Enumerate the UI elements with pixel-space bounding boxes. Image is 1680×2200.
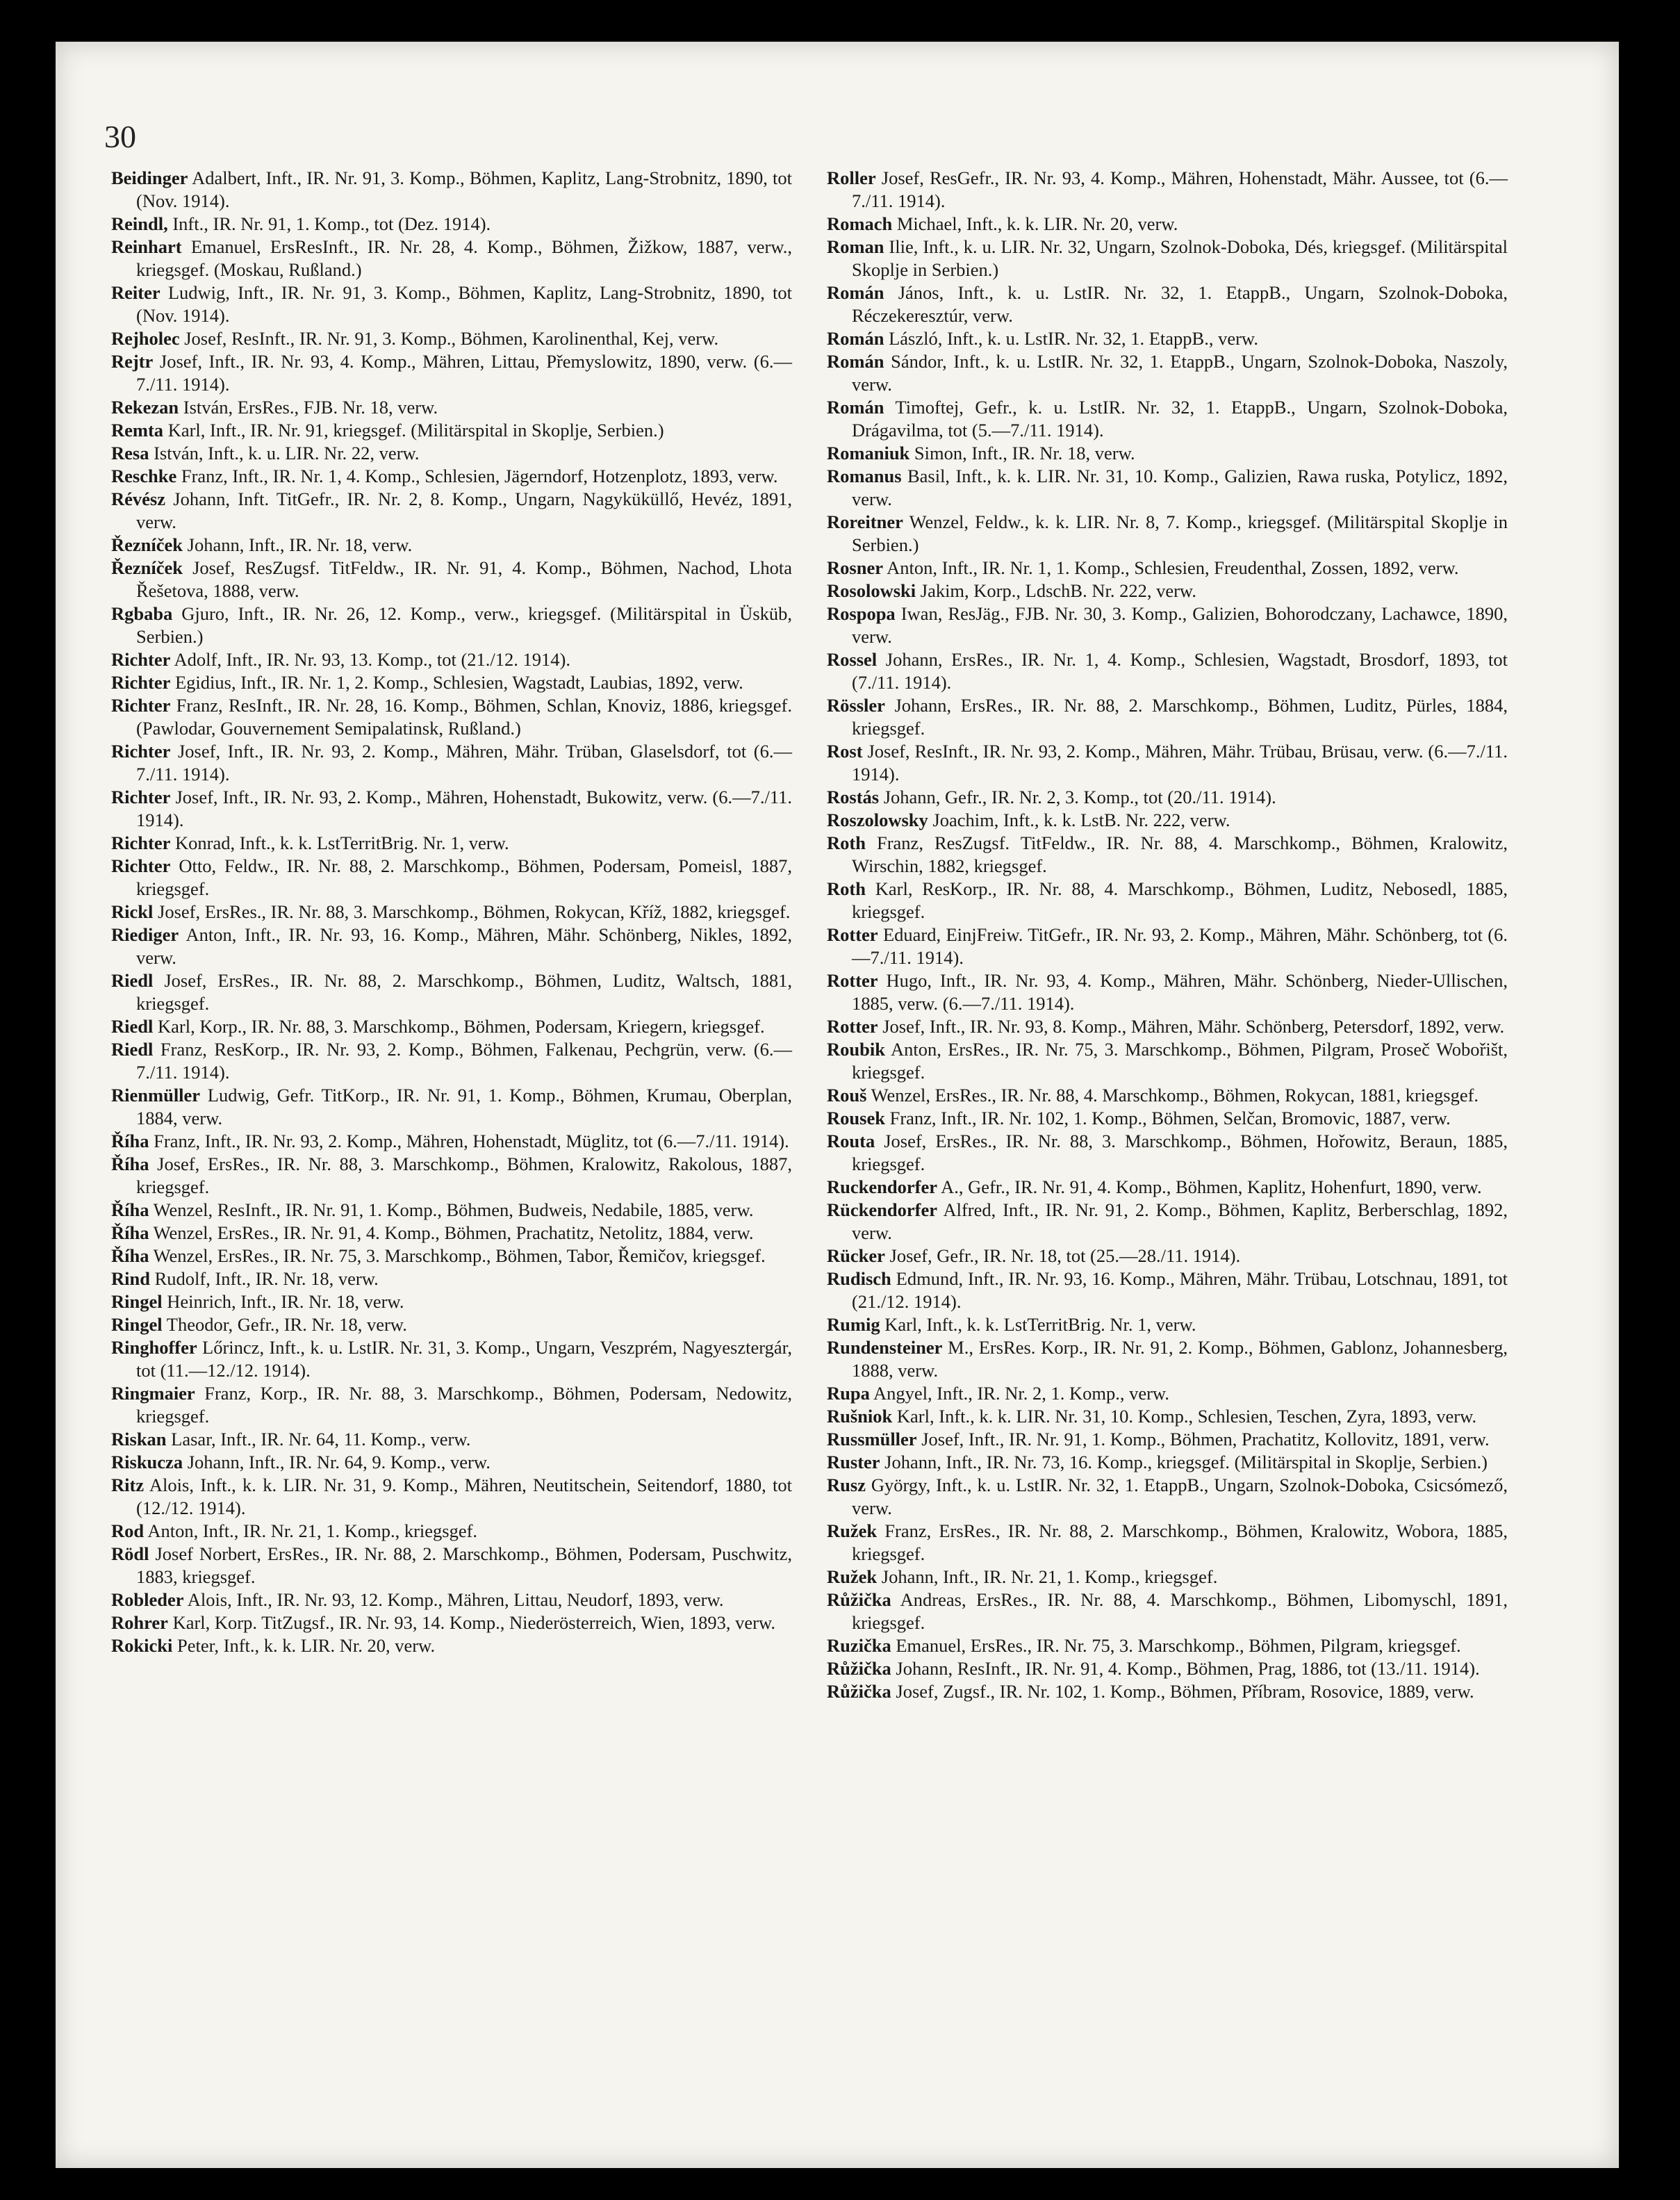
entry-details: Lőrincz, Inft., k. u. LstIR. Nr. 31, 3. Komp., Ungarn, Veszprém, Nagyesztergár, tot (11.—12./12. 1914). — [136, 1337, 792, 1381]
entry-surname: Rudisch — [827, 1268, 891, 1289]
entry-details: Peter, Inft., k. k. LIR. Nr. 20, verw. — [176, 1635, 436, 1656]
roster-entry — [827, 1107, 1508, 1130]
roster-entry — [827, 1245, 1508, 1267]
roster-entry — [827, 1589, 1508, 1634]
entry-surname: Rohrer — [111, 1612, 168, 1633]
entry-details: Karl, Inft., k. k. LstTerritBrig. Nr. 1, verw. — [884, 1314, 1196, 1335]
entry-surname: Rotter — [827, 924, 878, 945]
entry-surname: Richter — [111, 787, 171, 807]
roster-entry — [827, 236, 1508, 281]
entry-details: Inft., IR. Nr. 91, 1. Komp., tot (Dez. 1914). — [172, 213, 491, 234]
entry-surname: Rejholec — [111, 328, 180, 349]
entry-surname: Ringhoffer — [111, 1337, 197, 1358]
entry-surname: Říha — [111, 1131, 149, 1151]
roster-entry — [827, 923, 1508, 969]
entry-surname: Romanus — [827, 466, 902, 486]
roster-entry — [111, 1245, 792, 1267]
entry-details: Franz, ResKorp., IR. Nr. 93, 2. Komp., Böhmen, Falkenau, Pechgrün, verw. (6.—7./11. 1914). — [136, 1039, 793, 1083]
roster-entry — [827, 167, 1508, 213]
roster-entry — [111, 1199, 792, 1222]
entry-details: Karl, Inft., k. k. LIR. Nr. 31, 10. Komp., Schlesien, Teschen, Zyra, 1893, verw. — [896, 1406, 1477, 1427]
entry-details: Johann, Inft., IR. Nr. 73, 16. Komp., kriegsgef. (Militärspital in Skoplje, Serbien.) — [884, 1452, 1488, 1472]
roster-entry — [827, 511, 1508, 557]
entry-surname: Řezníček — [111, 557, 183, 578]
entry-surname: Rosner — [827, 557, 883, 578]
entry-surname: Rod — [111, 1520, 145, 1541]
roster-entry — [827, 1130, 1508, 1176]
entry-details: Franz, Inft., IR. Nr. 102, 1. Komp., Böhmen, Selčan, Bromovic, 1887, verw. — [889, 1108, 1451, 1128]
roster-entry — [111, 327, 792, 350]
roster-entry — [111, 1130, 792, 1153]
entry-surname: Reiter — [111, 282, 160, 303]
entry-surname: Roreitner — [827, 511, 903, 532]
entry-surname: Russmüller — [827, 1429, 917, 1450]
entry-details: Josef, Inft., IR. Nr. 93, 2. Komp., Mähren, Mähr. Trüban, Glaselsdorf, tot (6.—7./11. 1914). — [136, 741, 793, 785]
entry-details: Josef, ErsRes., IR. Nr. 88, 2. Marschkomp., Böhmen, Luditz, Waltsch, 1881, kriegsgef. — [136, 970, 793, 1014]
entry-surname: Rokicki — [111, 1635, 173, 1656]
roster-entry — [827, 786, 1508, 809]
entry-details: Alois, Inft., k. k. LIR. Nr. 31, 9. Komp., Mähren, Neutitschein, Seitendorf, 1880, tot (12./12. 1914). — [136, 1475, 792, 1518]
entry-details: Anton, Inft., IR. Nr. 93, 16. Komp., Mähren, Mähr. Schönberg, Nikles, 1892, verw. — [136, 924, 792, 968]
entry-surname: Riskucza — [111, 1452, 183, 1472]
roster-entry — [111, 167, 792, 213]
entry-details: Josef, ErsRes., IR. Nr. 88, 3. Marschkomp., Böhmen, Rokycan, Kříž, 1882, kriegsgef. — [158, 901, 791, 922]
entry-details: Johann, Inft., IR. Nr. 18, verw. — [187, 534, 413, 555]
entry-surname: Roth — [827, 832, 866, 853]
entry-surname: Ringmaier — [111, 1383, 195, 1404]
entry-details: Josef Norbert, ErsRes., IR. Nr. 88, 2. Marschkomp., Böhmen, Podersam, Puschwitz, 1883, kriegsgef. — [136, 1543, 792, 1587]
roster-entry — [111, 1222, 792, 1245]
entry-details: Ludwig, Gefr. TitKorp., IR. Nr. 91, 1. Komp., Böhmen, Krumau, Oberplan, 1884, verw. — [136, 1085, 792, 1128]
roster-entry — [827, 442, 1508, 465]
entry-surname: Rücker — [827, 1245, 885, 1266]
roster-entry — [827, 1267, 1508, 1313]
entry-surname: Révész — [111, 489, 165, 509]
entry-details: Josef, ErsRes., IR. Nr. 88, 3. Marschkomp., Böhmen, Kralowitz, Rakolous, 1887, kriegsgef. — [136, 1154, 792, 1197]
entry-details: Josef, ResInft., IR. Nr. 91, 3. Komp., Böhmen, Karolinenthal, Kej, verw. — [184, 328, 719, 349]
entry-details: Hugo, Inft., IR. Nr. 93, 4. Komp., Mähren, Mähr. Schönberg, Nieder-Ullischen, 1885, verw. (6.—7./11. 1914). — [852, 970, 1508, 1014]
roster-entry — [111, 465, 792, 488]
entry-surname: Richter — [111, 855, 171, 876]
entry-details: Franz, ErsRes., IR. Nr. 88, 2. Marschkomp., Böhmen, Kralowitz, Wobora, 1885, kriegsgef. — [852, 1520, 1508, 1564]
entry-details: Josef, ResZugsf. TitFeldw., IR. Nr. 91, 4. Komp., Böhmen, Nachod, Lhota Řešetova, 1888, verw. — [136, 557, 793, 601]
entry-surname: Rouš — [827, 1085, 867, 1106]
entry-surname: Rückendorfer — [827, 1199, 937, 1220]
entry-details: Wenzel, ResInft., IR. Nr. 91, 1. Komp., Böhmen, Budweis, Nedabile, 1885, verw. — [153, 1199, 754, 1220]
roster-entry — [111, 1634, 792, 1657]
entry-surname: Romaniuk — [827, 443, 910, 463]
entry-details: Johann, ErsRes., IR. Nr. 1, 4. Komp., Schlesien, Wagstadt, Brosdorf, 1893, tot (7./11. 1914). — [852, 649, 1508, 693]
entry-surname: Rödl — [111, 1543, 149, 1564]
entry-surname: Román — [827, 328, 884, 349]
entry-details: Karl, Korp. TitZugsf., IR. Nr. 93, 14. Komp., Niederösterreich, Wien, 1893, verw. — [172, 1612, 775, 1633]
entry-surname: Routa — [827, 1131, 875, 1151]
entry-surname: Robleder — [111, 1589, 184, 1610]
roster-entry — [111, 213, 792, 236]
roster-entry — [111, 350, 792, 396]
entry-details: Josef, ResGefr., IR. Nr. 93, 4. Komp., Mähren, Hohenstadt, Mähr. Aussee, tot (6.—7./11. 1914). — [852, 167, 1508, 211]
roster-entry — [827, 281, 1508, 327]
roster-entry — [827, 1405, 1508, 1428]
roster-entry — [111, 442, 792, 465]
roster-entry — [827, 809, 1508, 832]
entry-surname: Riedl — [111, 1039, 154, 1060]
entry-details: Josef, Zugsf., IR. Nr. 102, 1. Komp., Böhmen, Příbram, Rosovice, 1889, verw. — [896, 1681, 1474, 1702]
entry-surname: Růžička — [827, 1589, 891, 1610]
entry-surname: Rind — [111, 1268, 150, 1289]
roster-entry — [827, 648, 1508, 694]
roster-entry — [111, 1313, 792, 1336]
entry-surname: Rousek — [827, 1108, 885, 1128]
entry-surname: Román — [827, 397, 884, 418]
roster-entry — [827, 1451, 1508, 1474]
entry-details: Adalbert, Inft., IR. Nr. 91, 3. Komp., Böhmen, Kaplitz, Lang-Strobnitz, 1890, tot (Nov. 1914). — [136, 167, 792, 211]
entry-details: Franz, Inft., IR. Nr. 93, 2. Komp., Mähren, Hohenstadt, Müglitz, tot (6.—7./11. 1914). — [154, 1131, 789, 1151]
entry-details: János, Inft., k. u. LstIR. Nr. 32, 1. EtappB., Ungarn, Szolnok-Doboka, Réczekeresztúr, verw. — [852, 282, 1508, 326]
roster-entry — [827, 396, 1508, 442]
roster-entry — [827, 1634, 1508, 1657]
entry-details: Iwan, ResJäg., FJB. Nr. 30, 3. Komp., Galizien, Bohorodczany, Lachawce, 1890, verw. — [852, 603, 1508, 647]
entry-surname: Rupa — [827, 1383, 870, 1404]
roster-entry — [827, 969, 1508, 1015]
entry-surname: Říha — [111, 1245, 149, 1266]
roster-entry — [111, 969, 792, 1015]
roster-entry — [111, 602, 792, 648]
roster-entry — [111, 832, 792, 855]
entry-surname: Richter — [111, 832, 171, 853]
entry-details: Michael, Inft., k. k. LIR. Nr. 20, verw. — [896, 213, 1178, 234]
entry-surname: Ruckendorfer — [827, 1176, 937, 1197]
entry-details: Angyel, Inft., IR. Nr. 2, 1. Komp., verw. — [873, 1383, 1169, 1404]
entry-surname: Riedl — [111, 970, 154, 991]
entry-details: Johann, Gefr., IR. Nr. 2, 3. Komp., tot (20./11. 1914). — [883, 787, 1276, 807]
roster-entry — [111, 1038, 792, 1084]
roster-entry — [111, 1336, 792, 1382]
entry-details: Karl, Korp., IR. Nr. 88, 3. Marschkomp., Böhmen, Podersam, Kriegern, kriegsgef. — [158, 1016, 765, 1037]
roster-entry — [111, 1543, 792, 1589]
entry-details: Andreas, ErsRes., IR. Nr. 88, 4. Marschkomp., Böhmen, Libomyschl, 1891, kriegsgef. — [852, 1589, 1508, 1633]
roster-entry — [827, 1520, 1508, 1566]
entry-surname: Řezníček — [111, 534, 183, 555]
entry-details: Simon, Inft., IR. Nr. 18, verw. — [914, 443, 1135, 463]
entry-details: Franz, Korp., IR. Nr. 88, 3. Marschkomp., Böhmen, Podersam, Nedowitz, kriegsgef. — [136, 1383, 792, 1427]
roster-entry — [111, 1589, 792, 1611]
roster-entry — [827, 213, 1508, 236]
entry-details: Edmund, Inft., IR. Nr. 93, 16. Komp., Mähren, Mähr. Trübau, Lotschnau, 1891, tot (21./12. 1914). — [852, 1268, 1508, 1312]
entry-surname: Richter — [111, 649, 171, 670]
entry-surname: Roller — [827, 167, 876, 188]
entry-surname: Riedl — [111, 1016, 154, 1037]
entry-details: Franz, ResInft., IR. Nr. 28, 16. Komp., Böhmen, Schlan, Knoviz, 1886, kriegsgef. (Pawlodar, Gouvernement Semipalatinsk, Rußland.) — [136, 695, 792, 739]
page-number: 30 — [104, 119, 136, 154]
entry-surname: Richter — [111, 695, 171, 716]
entry-surname: Rusz — [827, 1475, 866, 1495]
entry-details: Wenzel, ErsRes., IR. Nr. 91, 4. Komp., Böhmen, Prachatitz, Netolitz, 1884, verw. — [153, 1222, 754, 1243]
entry-surname: Reschke — [111, 466, 177, 486]
roster-entry — [111, 1084, 792, 1130]
entry-surname: Rosolowski — [827, 580, 916, 601]
entry-details: Wenzel, ErsRes., IR. Nr. 75, 3. Marschkomp., Böhmen, Tabor, Řemičov, kriegsgef. — [153, 1245, 766, 1266]
roster-entry — [111, 855, 792, 901]
entry-surname: Rekezan — [111, 397, 179, 418]
roster-entry — [111, 671, 792, 694]
entry-details: Emanuel, ErsResInft., IR. Nr. 28, 4. Komp., Böhmen, Žižkow, 1887, verw., kriegsgef. (Moskau, Rußland.) — [136, 236, 792, 280]
entry-details: Josef, Inft., IR. Nr. 91, 1. Komp., Böhmen, Prachatitz, Kollovitz, 1891, verw. — [921, 1429, 1490, 1450]
entry-details: Josef, Gefr., IR. Nr. 18, tot (25.—28./11. 1914). — [889, 1245, 1241, 1266]
entry-details: Johann, Inft., IR. Nr. 21, 1. Komp., kriegsgef. — [881, 1566, 1218, 1587]
entry-surname: Remta — [111, 420, 164, 441]
entry-details: Anton, ErsRes., IR. Nr. 75, 3. Marschkomp., Böhmen, Pilgram, Proseč Wobořišt, kriegsgef. — [852, 1039, 1508, 1083]
entry-details: Timoftej, Gefr., k. u. LstIR. Nr. 32, 1. EtappB., Ungarn, Szolnok-Doboka, Drágavilma, tot (5.—7./11. 1914). — [852, 397, 1508, 441]
entry-surname: Ruzička — [827, 1635, 891, 1656]
entry-details: Franz, Inft., IR. Nr. 1, 4. Komp., Schlesien, Jägerndorf, Hotzenplotz, 1893, verw. — [181, 466, 778, 486]
entry-details: Josef, Inft., IR. Nr. 93, 2. Komp., Mähren, Hohenstadt, Bukowitz, verw. (6.—7./11. 1914). — [136, 787, 793, 830]
roster-entry — [111, 1267, 792, 1290]
roster-entry — [111, 1015, 792, 1038]
entry-surname: Rotter — [827, 970, 878, 991]
entry-details: Josef, ErsRes., IR. Nr. 88, 3. Marschkomp., Böhmen, Hořowitz, Beraun, 1885, kriegsgef. — [852, 1131, 1508, 1174]
entry-surname: Beidinger — [111, 167, 188, 188]
entry-surname: Rotter — [827, 1016, 878, 1037]
entry-surname: Říha — [111, 1199, 149, 1220]
entry-surname: Ružek — [827, 1566, 878, 1587]
entry-details: Johann, ResInft., IR. Nr. 91, 4. Komp., Böhmen, Prag, 1886, tot (13./11. 1914). — [896, 1658, 1480, 1679]
roster-entry — [827, 1084, 1508, 1107]
entry-surname: Riskan — [111, 1429, 167, 1450]
roster-entry — [827, 327, 1508, 350]
entry-details: Rudolf, Inft., IR. Nr. 18, verw. — [154, 1268, 379, 1289]
entry-surname: Richter — [111, 672, 171, 693]
roster-entry — [827, 465, 1508, 511]
entry-details: Ludwig, Inft., IR. Nr. 91, 3. Komp., Böhmen, Kaplitz, Lang-Strobnitz, 1890, tot (Nov. 1914). — [136, 282, 792, 326]
roster-entry — [111, 419, 792, 442]
entry-details: Alfred, Inft., IR. Nr. 91, 2. Komp., Böhmen, Kaplitz, Berberschlag, 1892, verw. — [852, 1199, 1508, 1243]
roster-entry — [827, 740, 1508, 786]
entry-details: Karl, ResKorp., IR. Nr. 88, 4. Marschkomp., Böhmen, Luditz, Nebosedl, 1885, kriegsgef. — [852, 878, 1508, 922]
roster-entry — [111, 281, 792, 327]
entry-details: Heinrich, Inft., IR. Nr. 18, verw. — [167, 1291, 404, 1312]
roster-entry — [827, 878, 1508, 923]
entry-surname: Rickl — [111, 901, 154, 922]
entry-details: István, ErsRes., FJB. Nr. 18, verw. — [183, 397, 438, 418]
entry-details: Johann, ErsRes., IR. Nr. 88, 2. Marschkomp., Böhmen, Luditz, Pürles, 1884, kriegsgef. — [852, 695, 1508, 739]
entry-details: László, Inft., k. u. LstIR. Nr. 32, 1. EtappB., verw. — [889, 328, 1258, 349]
entry-surname: Rostás — [827, 787, 880, 807]
roster-entry — [111, 396, 792, 419]
entry-surname: Román — [827, 351, 884, 372]
entry-details: Lasar, Inft., IR. Nr. 64, 11. Komp., verw. — [171, 1429, 471, 1450]
entry-surname: Roubik — [827, 1039, 885, 1060]
roster-entry — [827, 350, 1508, 396]
entry-details: Johann, Inft. TitGefr., IR. Nr. 2, 8. Komp., Ungarn, Nagyküküllő, Hevéz, 1891, verw. — [136, 489, 793, 532]
roster-entry — [111, 694, 792, 740]
entry-surname: Ringel — [111, 1314, 163, 1335]
roster-entry — [827, 1428, 1508, 1451]
roster-entry — [111, 236, 792, 281]
roster-entry — [111, 648, 792, 671]
entry-surname: Rundensteiner — [827, 1337, 943, 1358]
roster-entry — [111, 1520, 792, 1543]
roster-entry — [111, 1451, 792, 1474]
entry-surname: Rušniok — [827, 1406, 893, 1427]
roster-entry — [827, 1313, 1508, 1336]
entry-details: Egidius, Inft., IR. Nr. 1, 2. Komp., Schlesien, Wagstadt, Laubias, 1892, verw. — [174, 672, 743, 693]
entry-surname: Růžička — [827, 1658, 891, 1679]
entry-details: István, Inft., k. u. LIR. Nr. 22, verw. — [154, 443, 420, 463]
entry-details: Eduard, EinjFreiw. TitGefr., IR. Nr. 93, 2. Komp., Mähren, Mähr. Schönberg, tot (6.—7./11. 1914). — [852, 924, 1508, 968]
entry-details: Wenzel, Feldw., k. k. LIR. Nr. 8, 7. Komp., kriegsgef. (Militärspital Skoplje in Serbien.) — [852, 511, 1508, 555]
entry-details: Josef, ResInft., IR. Nr. 93, 2. Komp., Mähren, Mähr. Trübau, Brüsau, verw. (6.—7./11. 1914). — [852, 741, 1508, 785]
roster-entry — [827, 1566, 1508, 1589]
roster-entry — [111, 740, 792, 786]
entry-details: Emanuel, ErsRes., IR. Nr. 75, 3. Marschkomp., Böhmen, Pilgram, kriegsgef. — [896, 1635, 1461, 1656]
entry-details: Theodor, Gefr., IR. Nr. 18, verw. — [166, 1314, 407, 1335]
entry-surname: Rospopa — [827, 603, 896, 624]
roster-entry — [827, 1474, 1508, 1520]
entry-details: Anton, Inft., IR. Nr. 1, 1. Komp., Schlesien, Freudenthal, Zossen, 1892, verw. — [887, 557, 1459, 578]
entry-surname: Říha — [111, 1154, 149, 1174]
entry-details: Josef, Inft., IR. Nr. 93, 4. Komp., Mähren, Littau, Přemyslowitz, 1890, verw. (6.—7./11. 1914). — [136, 351, 792, 395]
entry-surname: Rgbaba — [111, 603, 173, 624]
roster-entry — [827, 1336, 1508, 1382]
right-column — [827, 167, 1508, 1703]
roster-entry — [827, 694, 1508, 740]
entry-surname: Rejtr — [111, 351, 154, 372]
entry-surname: Rumig — [827, 1314, 880, 1335]
entry-surname: Romach — [827, 213, 893, 234]
entry-surname: Ringel — [111, 1291, 163, 1312]
roster-entry — [111, 1153, 792, 1199]
roster-entry — [111, 1428, 792, 1451]
entry-details: Wenzel, ErsRes., IR. Nr. 88, 4. Marschkomp., Böhmen, Rokycan, 1881, kriegsgef. — [871, 1085, 1479, 1106]
roster-entry — [111, 1290, 792, 1313]
entry-surname: Rössler — [827, 695, 885, 716]
entry-surname: Reindl, — [111, 213, 168, 234]
entry-details: Konrad, Inft., k. k. LstTerritBrig. Nr. 1, verw. — [174, 832, 509, 853]
left-column — [111, 167, 792, 1657]
entry-surname: Richter — [111, 741, 171, 762]
roster-entry — [827, 1657, 1508, 1680]
entry-surname: Riediger — [111, 924, 179, 945]
entry-surname: Rienmüller — [111, 1085, 201, 1106]
entry-surname: Roszolowsky — [827, 810, 928, 830]
roster-entry — [827, 557, 1508, 580]
entry-details: Adolf, Inft., IR. Nr. 93, 13. Komp., tot (21./12. 1914). — [174, 649, 570, 670]
roster-entry — [827, 1680, 1508, 1703]
entry-details: Sándor, Inft., k. u. LstIR. Nr. 32, 1. EtappB., Ungarn, Szolnok-Doboka, Naszoly, verw. — [852, 351, 1508, 395]
entry-surname: Rost — [827, 741, 863, 762]
document-page — [56, 42, 1619, 2168]
roster-entry — [827, 602, 1508, 648]
roster-entry — [827, 1176, 1508, 1199]
entry-details: Anton, Inft., IR. Nr. 21, 1. Komp., kriegsgef. — [147, 1520, 478, 1541]
entry-details: Alois, Inft., IR. Nr. 93, 12. Komp., Mähren, Littau, Neudorf, 1893, verw. — [187, 1589, 724, 1610]
roster-entry — [111, 534, 792, 557]
roster-entry — [111, 1474, 792, 1520]
entry-surname: Rossel — [827, 649, 878, 670]
entry-details: György, Inft., k. u. LstIR. Nr. 32, 1. EtappB., Ungarn, Szolnok-Doboka, Csicsómező, verw. — [852, 1475, 1508, 1518]
entry-surname: Ruster — [827, 1452, 880, 1472]
entry-details: A., Gefr., IR. Nr. 91, 4. Komp., Böhmen, Kaplitz, Hohenfurt, 1890, verw. — [941, 1176, 1482, 1197]
entry-details: Jakim, Korp., LdschB. Nr. 222, verw. — [920, 580, 1196, 601]
entry-details: Otto, Feldw., IR. Nr. 88, 2. Marschkomp., Böhmen, Podersam, Pomeisl, 1887, kriegsgef. — [136, 855, 792, 899]
entry-surname: Roman — [827, 236, 884, 257]
roster-entry — [827, 1015, 1508, 1038]
entry-details: Johann, Inft., IR. Nr. 64, 9. Komp., verw. — [187, 1452, 491, 1472]
roster-entry — [111, 488, 792, 534]
entry-details: Basil, Inft., k. k. LIR. Nr. 31, 10. Komp., Galizien, Rawa ruska, Potylicz, 1892, verw. — [852, 466, 1508, 509]
entry-surname: Resa — [111, 443, 149, 463]
roster-entry — [827, 1199, 1508, 1245]
roster-entry — [111, 557, 792, 602]
roster-entry — [111, 1611, 792, 1634]
roster-entry — [111, 901, 792, 923]
roster-entry — [111, 923, 792, 969]
roster-entry — [111, 786, 792, 832]
entry-details: Joachim, Inft., k. k. LstB. Nr. 222, verw. — [932, 810, 1230, 830]
entry-details: Gjuro, Inft., IR. Nr. 26, 12. Komp., verw., kriegsgef. (Militärspital in Üsküb, Serbien.) — [136, 603, 793, 647]
roster-entry — [827, 1038, 1508, 1084]
entry-surname: Ritz — [111, 1475, 145, 1495]
roster-entry — [111, 1382, 792, 1428]
entry-surname: Román — [827, 282, 884, 303]
entry-details: Franz, ResZugsf. TitFeldw., IR. Nr. 88, 4. Marschkomp., Böhmen, Kralowitz, Wirschin, 1882, kriegsgef. — [852, 832, 1508, 876]
roster-entry — [827, 1382, 1508, 1405]
entry-surname: Reinhart — [111, 236, 182, 257]
roster-entry — [827, 580, 1508, 602]
entry-surname: Ružek — [827, 1520, 878, 1541]
entry-surname: Říha — [111, 1222, 149, 1243]
entry-details: Karl, Inft., IR. Nr. 91, kriegsgef. (Militärspital in Skoplje, Serbien.) — [167, 420, 664, 441]
entry-surname: Růžička — [827, 1681, 891, 1702]
entry-surname: Roth — [827, 878, 866, 899]
entry-details: Ilie, Inft., k. u. LIR. Nr. 32, Ungarn, Szolnok-Doboka, Dés, kriegsgef. (Militärspital Skoplje in Serbien.) — [852, 236, 1508, 280]
roster-entry — [827, 832, 1508, 878]
entry-details: Josef, Inft., IR. Nr. 93, 8. Komp., Mähren, Mähr. Schönberg, Petersdorf, 1892, verw. — [882, 1016, 1505, 1037]
entry-details: M., ErsRes. Korp., IR. Nr. 91, 2. Komp., Böhmen, Gablonz, Johannesberg, 1888, verw. — [852, 1337, 1508, 1381]
